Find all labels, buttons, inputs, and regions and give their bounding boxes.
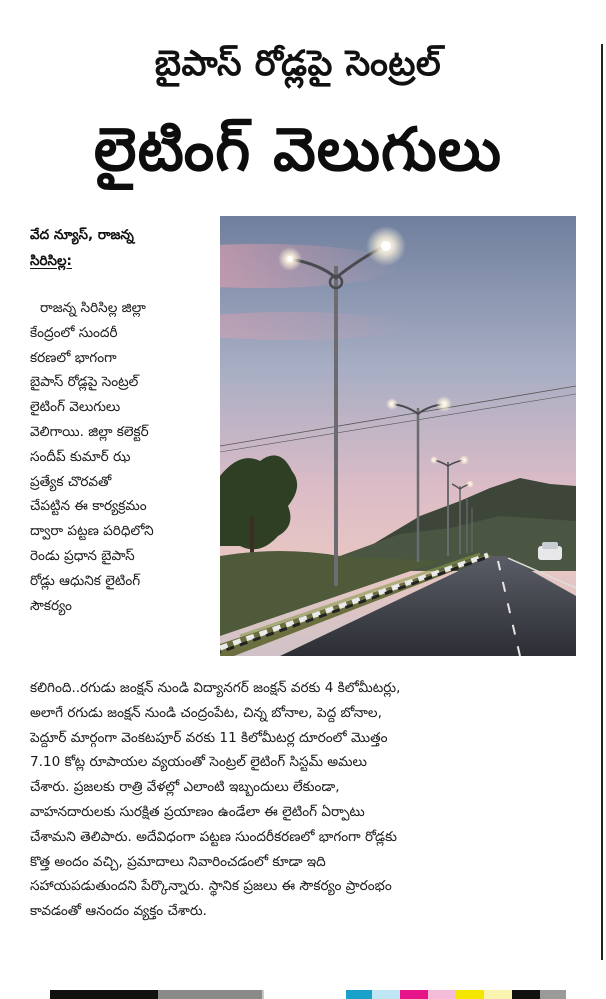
article-line: కలిగింది..రగుడు జంక్షన్ నుండి విద్యానగర్ జంక్షన్ వరకు 4 కిలోమీటర్లు, (30, 680, 401, 696)
byline-place: సిరిసిల్ల: (30, 253, 72, 269)
article-line: కేంద్రంలో సుందరీ (30, 324, 118, 341)
color-swatch (400, 990, 428, 999)
color-swatch (540, 990, 566, 999)
color-swatch (428, 990, 456, 999)
byline-source: వేద న్యూస్, రాజన్న (30, 227, 134, 243)
byline (30, 222, 210, 274)
article-line: లైటింగ్ వెలుగులు (30, 399, 121, 416)
article-line: చేశారు. ప్రజలకు రాత్రి వేళల్లో ఎలాంటి ఇబ్బందులు లేకుండా, (30, 779, 340, 796)
article-column-text (30, 296, 212, 618)
article-line: వాహనదారులకు సురక్షిత ప్రయాణం ఉండేలా ఈ లైటింగ్ ఏర్పాటు (30, 803, 365, 820)
color-swatch (372, 990, 400, 999)
headline-line-1: బైపాస్ రోడ్లపై సెంట్రల్ (154, 44, 442, 84)
article-line: రెండు ప్రధాన బైపాస్ (30, 547, 135, 564)
column-divider (601, 44, 603, 960)
article-line: అలాగే రగుడు జంక్షన్ నుండి చంద్రంపేట, చిన్న బోనాల, పెద్ద బోనాల, (30, 704, 382, 721)
headline-line-2: లైటింగ్ వెలుగులు (93, 115, 503, 185)
color-swatch (484, 990, 512, 999)
article-line: 7.10 కోట్ల రూపాయల వ్యయంతో సెంట్రల్ లైటింగ్ సిస్టమ్ అమలు (30, 754, 367, 771)
article-line: కొత్త అందం వచ్చి, ప్రమాదాలు నివారించడంలో కూడా ఇది (30, 853, 326, 870)
street-lights-photo (220, 216, 576, 656)
article-line: సౌకర్యం (30, 597, 72, 614)
color-swatch (512, 990, 540, 999)
article-line: బైపాస్ రోడ్లపై సెంట్రల్ (30, 374, 139, 391)
color-swatch (50, 990, 158, 999)
article-line: చేశామని తెలిపారు. అదేవిధంగా పట్టణ సుందరీకరణలో భాగంగా రోడ్లకు (30, 828, 397, 845)
article-full-text (30, 676, 598, 924)
article-line: కావడంతో ఆనందం వ్యక్తం చేశారు. (30, 903, 207, 920)
article-line: కరణలో భాగంగా (30, 349, 117, 366)
color-swatch (158, 990, 262, 999)
article-line: సహాయపడుతుందని పేర్కొన్నారు. స్థానిక ప్రజలు ఈ సౌకర్యం ప్రారంభం (30, 878, 392, 895)
article-line: పెద్దూర్ మార్గంగా వెంకటపూర్ వరకు 11 కిలోమీటర్ల దూరంలో మొత్తం (30, 729, 388, 746)
article-line: చేపట్టిన ఈ కార్యక్రమం (30, 498, 147, 515)
article-line: ద్వారా పట్టణ పరిధిలోని (30, 523, 154, 540)
color-swatch (346, 990, 372, 999)
article-line: రాజన్న సిరిసిల్ల జిల్లా (40, 300, 146, 316)
article-line: ప్రత్యేక చొరవతో (30, 473, 112, 490)
color-swatch (456, 990, 484, 999)
article-line: రోడ్లు ఆధునిక లైటింగ్ (30, 572, 141, 589)
article-line: వెలిగాయి. జిల్లా కలెక్టర్ (30, 423, 149, 440)
article-line: సందీప్ కుమార్ ఝ (30, 448, 131, 465)
color-swatch (262, 990, 264, 999)
